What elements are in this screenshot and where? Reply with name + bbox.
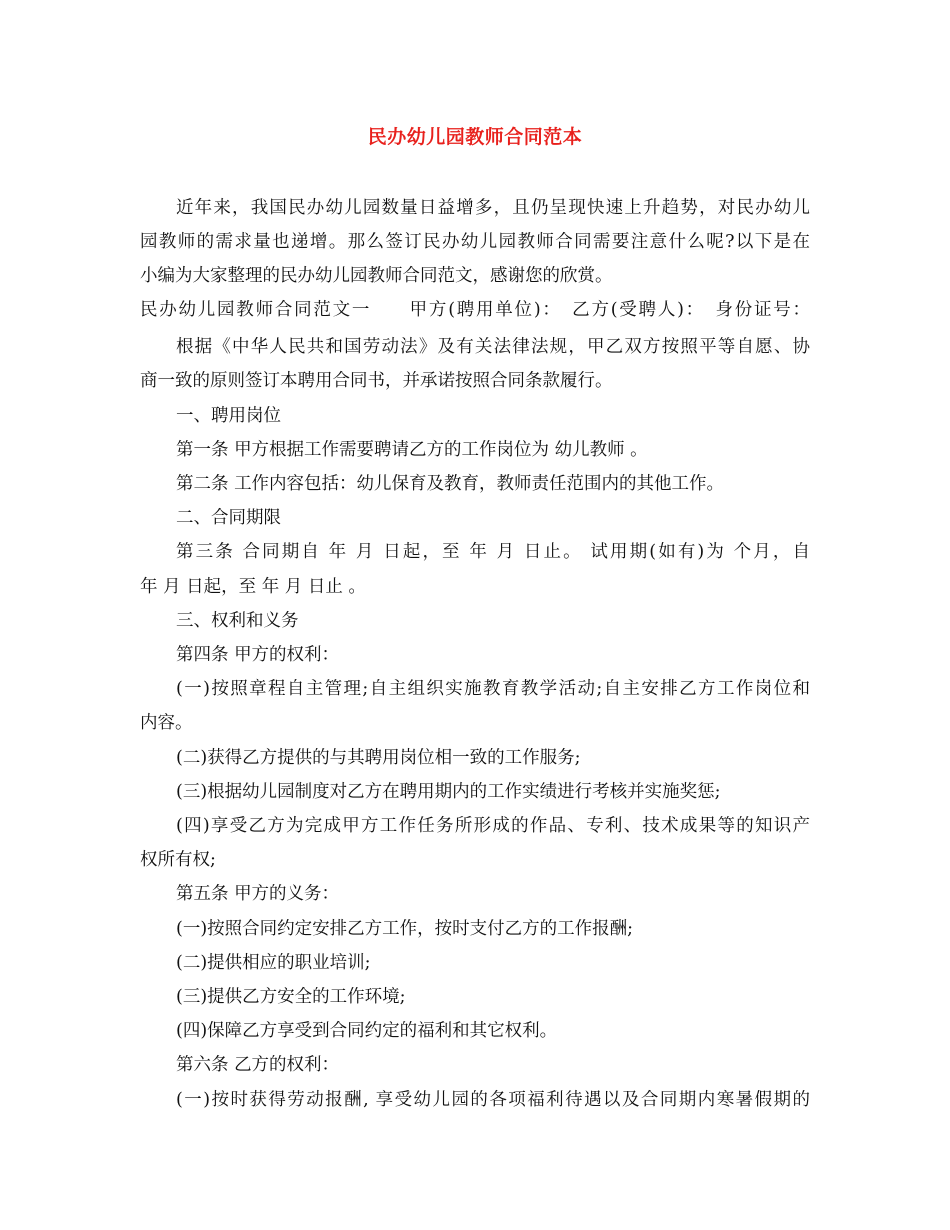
clause-item: (四)保障乙方享受到合同约定的福利和其它权利。 <box>176 1021 558 1041</box>
paragraph-line: 商一致的原则签订本聘用合同书，并承诺按照合同条款履行。 <box>140 371 613 391</box>
clause-line: 第六条 乙方的权利： <box>176 1055 340 1075</box>
clause-line: 第四条 甲方的权利： <box>176 645 340 665</box>
paragraph-line: 根据《中华人民共和国劳动法》及有关法律法规，甲乙双方按照平等自愿、协 <box>176 337 810 357</box>
clause-item: (一)按时获得劳动报酬, 享受幼儿园的各项福利待遇以及合同期内寒暑假期的 <box>176 1090 810 1110</box>
section-heading: 三、权利和义务 <box>176 611 299 631</box>
contract-parties-line: 民办幼儿园教师合同范文一 甲方(聘用单位)： 乙方(受聘人)： 身份证号： <box>140 300 810 320</box>
paragraph-line: 小编为大家整理的民办幼儿园教师合同范文，感谢您的欣赏。 <box>140 266 613 286</box>
clause-item: (二)获得乙方提供的与其聘用岗位相一致的工作服务; <box>176 748 581 768</box>
clause-item: 内容。 <box>140 713 193 733</box>
clause-item: (二)提供相应的职业培训; <box>176 953 371 973</box>
paragraph-line: 园教师的需求量也递增。那么签订民办幼儿园教师合同需要注意什么呢?以下是在 <box>140 232 810 252</box>
clause-line: 年 月 日起，至 年 月 日止 。 <box>140 577 366 597</box>
clause-item: (三)根据幼儿园制度对乙方在聘用期内的工作实绩进行考核并实施奖惩; <box>176 782 721 802</box>
clause-line: 第三条 合同期自 年 月 日起，至 年 月 日止。 试用期(如有)为 个月，自 <box>176 542 810 562</box>
paragraph-line: 近年来，我国民办幼儿园数量日益增多，且仍呈现快速上升趋势，对民办幼儿 <box>176 198 810 218</box>
clause-line: 第二条 工作内容包括：幼儿保育及教育，教师责任范围内的其他工作。 <box>176 474 725 494</box>
clause-line: 第一条 甲方根据工作需要聘请乙方的工作岗位为 幼儿教师 。 <box>176 440 648 460</box>
clause-line: 第五条 甲方的义务： <box>176 884 340 904</box>
clause-item: (四)享受乙方为完成甲方工作任务所形成的作品、专利、技术成果等的知识产 <box>176 816 810 836</box>
section-heading: 一、聘用岗位 <box>176 406 281 426</box>
clause-item: 权所有权; <box>140 850 216 870</box>
section-heading: 二、合同期限 <box>176 508 281 528</box>
document-title: 民办幼儿园教师合同范本 <box>367 126 583 148</box>
clause-item: (一)按照章程自主管理;自主组织实施教育教学活动;自主安排乙方工作岗位和 <box>176 679 810 699</box>
clause-item: (三)提供乙方安全的工作环境; <box>176 987 406 1007</box>
clause-item: (一)按照合同约定安排乙方工作，按时支付乙方的工作报酬; <box>176 919 634 939</box>
